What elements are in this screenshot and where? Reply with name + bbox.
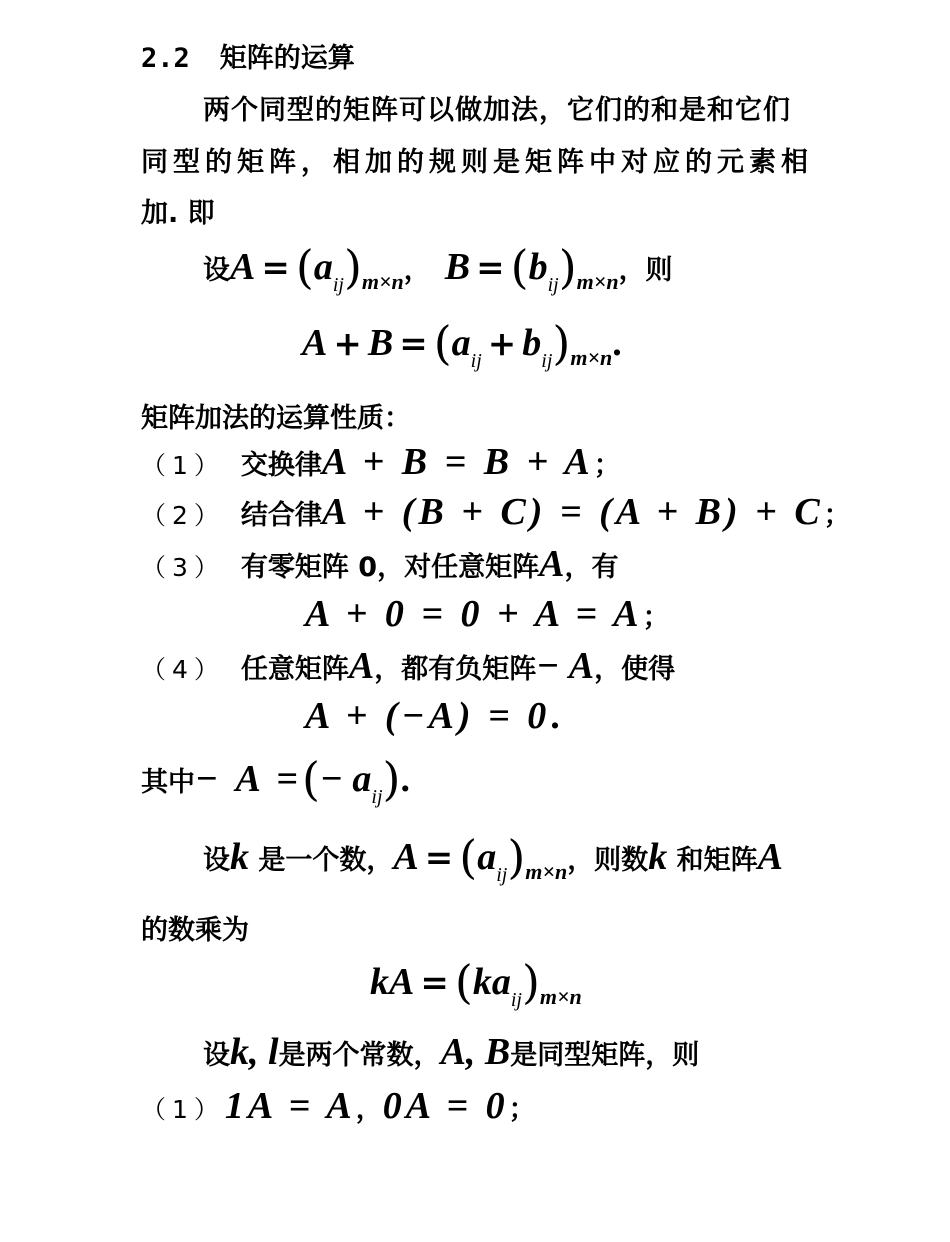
zero-matrix-formula: A + 0 = 0 + A = A； — [305, 593, 670, 635]
scalar-definition-line-2: 的数乘为 — [141, 915, 249, 946]
addition-definition: 设A = (aij)m×n， B = (bij)m×n，则 — [203, 240, 673, 296]
property-1: （1） 交换律A + B = B + A； — [141, 441, 621, 483]
section-number: 2.2 — [141, 43, 190, 74]
section-title: 矩阵的运算 — [219, 43, 355, 74]
property-4: （4） 任意矩阵A，都有负矩阵− A，使得 — [141, 645, 676, 687]
intro-line-2: 同型的矩阵，相加的规则是矩阵中对应的元素相 — [141, 147, 813, 178]
section-heading — [141, 36, 355, 75]
property-3: （3） 有零矩阵 0，对任意矩阵A，有 — [141, 543, 619, 585]
scalar-properties-intro: 设k, l是两个常数，A, B是同型矩阵，则 — [203, 1031, 700, 1073]
intro-line-1: 两个同型的矩阵可以做加法，它们的和是和它们 — [203, 95, 791, 126]
properties-heading: 矩阵加法的运算性质： — [141, 403, 411, 434]
scalar-property-1: （1）1A = A，0A = 0； — [141, 1085, 536, 1127]
intro-line-3: 加. 即 — [141, 198, 215, 229]
sum-formula: A + B = (aij + bij)m×n. — [302, 316, 622, 372]
negative-definition: 其中− A =(− aij). — [141, 752, 410, 808]
property-2: （2） 结合律A + (B + C) = (A + B) + C； — [141, 491, 851, 533]
negative-matrix-formula: A + (−A) = 0. — [305, 695, 560, 737]
scalar-formula: kA = (kaij)m×n — [370, 955, 582, 1011]
scalar-definition: 设k 是一个数，A = (aij)m×n，则数k 和矩阵A — [203, 830, 783, 886]
